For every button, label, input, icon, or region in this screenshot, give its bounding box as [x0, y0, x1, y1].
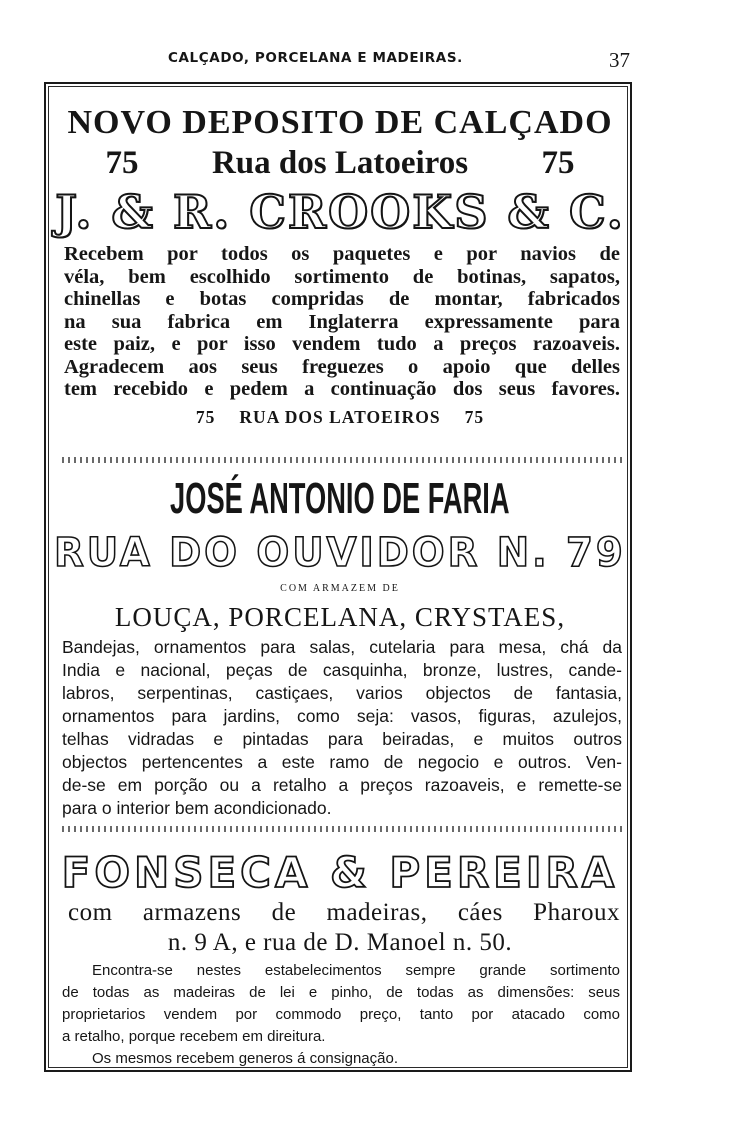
footer-number-left: 75 [195, 406, 216, 427]
merchant-subtitle: COM ARMAZEM DE [280, 583, 400, 594]
body-line: véla, bem escolhido sortimento de botinas, sapatos, [64, 265, 620, 288]
page-number: 37 [609, 48, 630, 72]
body-line: objectos pertencentes a este ramo de negocio e outros. Ven- [62, 752, 622, 772]
body-line: tem recebido e pedem a continuação dos seus favores. [64, 378, 620, 400]
body-line: de todas as madeiras de lei e pinho, de todas as dimensões: seus [62, 984, 620, 1001]
firm-address: n. 9 A, e rua de D. Manoel n. 50. [167, 929, 513, 956]
ad-address [54, 143, 626, 183]
merchant-wares: LOUÇA, PORCELANA, CRYSTAES, [114, 602, 566, 632]
running-title: CALÇADO, PORCELANA E MADEIRAS. [168, 50, 463, 66]
advertisement-fonseca [54, 848, 626, 1070]
ad-body [54, 636, 626, 820]
merchant-name [54, 470, 626, 528]
address-number-right: 75 [541, 145, 575, 181]
body-last-line: para o interior bem acondicionado. [62, 798, 332, 818]
running-head [40, 48, 640, 78]
section-divider [62, 457, 622, 463]
body-line: labros, serpentinas, castiçaes, varios objectos de fantasia, [62, 683, 622, 703]
ad-footer [54, 405, 626, 429]
footer-street: RUA DOS LATOEIROS [239, 406, 441, 427]
footer-number-right: 75 [464, 406, 485, 427]
address-street: Rua dos Latoeiros [211, 145, 469, 181]
firm-description: com armazens de madeiras, cáes Pharoux [68, 899, 620, 926]
body-line: Bandejas, ornamentos para salas, cutelaria para mesa, chá da [62, 637, 622, 657]
ad-title: NOVO DEPOSITO DE CALÇADO [67, 104, 613, 141]
body-line: telhas vidradas e pintadas para beiradas, e muitos outros [62, 729, 622, 749]
ad-body [54, 960, 626, 1048]
firm-name: FONSECA & PEREIRA [61, 848, 619, 897]
body-line: este paiz, e por isso vendem tudo a preços razoaveis. [64, 333, 620, 355]
body-line: de-se em porção ou a retalho a preços razoaveis, e remette-se [62, 775, 622, 795]
section-divider [62, 826, 622, 832]
body-line: chinellas e botas compridas de montar, fabricados [64, 288, 620, 310]
merchant-street: RUA DO OUVIDOR N. 79 [54, 530, 626, 576]
firm-name: J. & R. CROOKS & C. [55, 185, 625, 239]
body-line: Agradecem aos seus freguezes o apoio que delles [64, 355, 620, 378]
body-line: na sua fabrica em Inglaterra expressamente para [64, 310, 620, 333]
body-line: Recebem por todos os paquetes e por navios de [64, 243, 620, 265]
body-line: India e nacional, peças de casquinha, bronze, lustres, cande- [62, 660, 622, 680]
advertisement-crooks [54, 103, 626, 429]
address-number-left: 75 [105, 145, 139, 181]
merchant-name-text: JOSÉ ANTONIO DE FARIA [170, 474, 510, 523]
body-line: a retalho, porque recebem em direitura. [62, 1028, 326, 1045]
ad-body [54, 243, 626, 401]
body-line: proprietarios vendem por commodo preço, tanto por atacado como [62, 1006, 620, 1023]
consignment-note: Os mesmos recebem generos á consignação. [92, 1050, 398, 1067]
advertisement-faria [54, 470, 626, 820]
body-line: Encontra-se nestes estabelecimentos sempre grande sortimento [92, 962, 620, 979]
body-line: ornamentos para jardins, como seja: vasos, figuras, azulejos, [62, 706, 622, 726]
